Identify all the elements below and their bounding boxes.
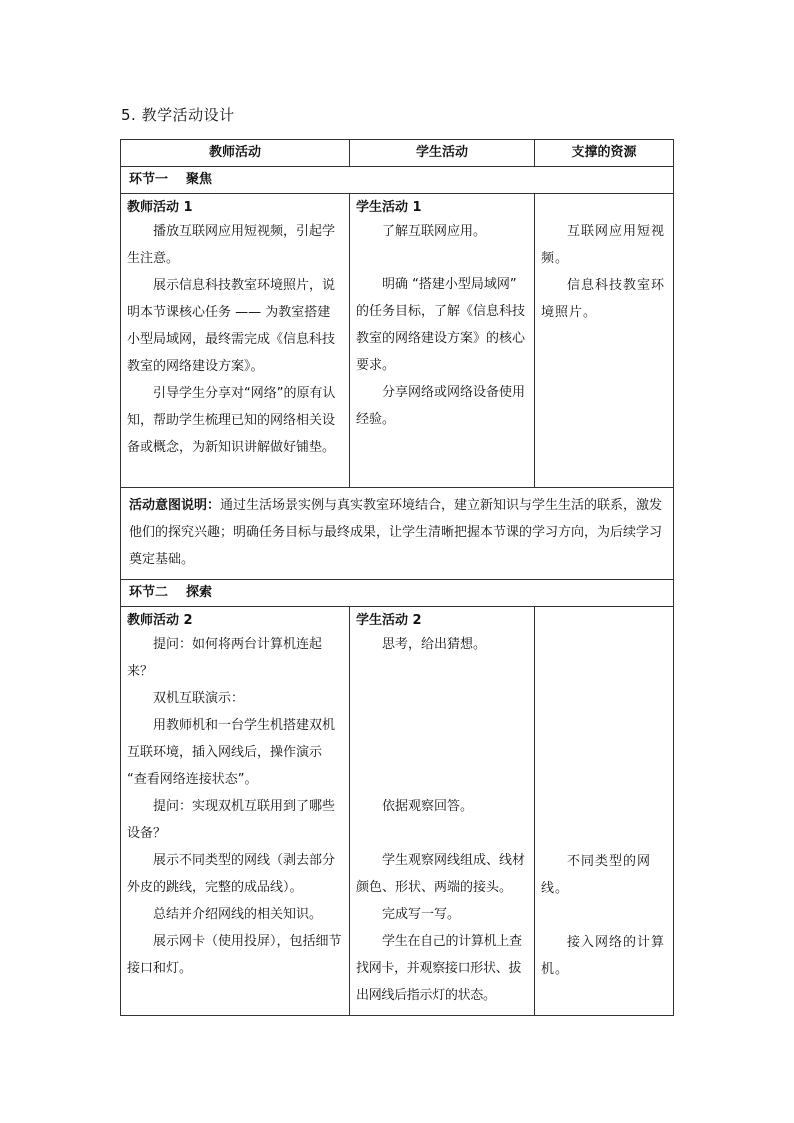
stage2-row bbox=[121, 580, 674, 607]
stage1-teacher-para-2: 展示信息科技教室环境照片，说明本节课核心任务 —— 为教室搭建小型局域网，最终需完成《信息科技教室的网络建设方案》。 bbox=[127, 278, 336, 374]
stage1-student-para-3: 分享网络或网络设备使用经验。 bbox=[356, 385, 526, 427]
stage2-student-para-3: 学生观察网线组成、线材颜色、形状、两端的接头。 bbox=[356, 853, 526, 895]
stage2-teacher-para-6: 总结并介绍网线的相关知识。 bbox=[153, 907, 323, 922]
stage2-teacher-para-4: 提问：实现双机互联用到了哪些设备？ bbox=[127, 799, 336, 841]
stage2-title bbox=[121, 580, 674, 607]
stage1-resource-2: 信息科技教室环境照片。 bbox=[541, 278, 666, 320]
stage2-resource-1: 不同类型的网线。 bbox=[541, 854, 652, 896]
stage1-student-cell bbox=[350, 194, 535, 488]
stage2-student-para-5: 学生在自己的计算机上查找网卡，并观察接口形状、拔出网线后指示灯的状态。 bbox=[356, 934, 522, 1003]
stage2-student-para-2: 依据观察回答。 bbox=[382, 799, 474, 814]
stage2-teacher-cell bbox=[121, 607, 350, 1016]
stage2-teacher-para-1: 提问：如何将两台计算机连起来？ bbox=[127, 637, 323, 679]
stage1-content-row bbox=[121, 194, 674, 488]
stage2-teacher-para-5: 展示不同类型的网线（剥去部分外皮的跳线，完整的成品线）。 bbox=[127, 853, 336, 895]
stage1-purpose-cell bbox=[121, 488, 674, 580]
purpose-text: 通过生活场景实例与真实教室环境结合，建立新知识与学生生活的联系，激发他们的探究兴趣；明确任务目标与最终成果，让学生清晰把握本节课的学习方向，为后续学习奠定基础。 bbox=[129, 498, 663, 567]
stage1-student-para-2: 明确 “搭建小型局域网” 的任务目标，了解《信息科技教室的网络建设方案》的核心要求。 bbox=[356, 277, 526, 373]
activity-design-table bbox=[120, 139, 674, 1016]
stage1-student-para-1: 了解互联网应用。 bbox=[382, 224, 487, 239]
stage2-student-para-4: 完成写一写。 bbox=[382, 907, 461, 922]
stage2-teacher-heading: 教师活动 2 bbox=[127, 613, 193, 628]
header-resources: 支撑的资源 bbox=[535, 140, 674, 167]
stage2-resources-cell bbox=[535, 607, 674, 1016]
stage1-label: 环节一 bbox=[129, 172, 169, 187]
purpose-label: 活动意图说明： bbox=[129, 498, 221, 513]
header-row bbox=[121, 140, 674, 167]
header-student: 学生活动 bbox=[350, 140, 535, 167]
stage1-teacher-cell bbox=[121, 194, 350, 488]
stage1-teacher-para-3: 引导学生分享对“网络”的原有认知，帮助学生梳理已知的网络相关设备或概念，为新知识讲解做好铺垫。 bbox=[127, 386, 336, 455]
stage1-teacher-para-1: 播放互联网应用短视频，引起学生注意。 bbox=[127, 224, 336, 266]
stage1-teacher-heading: 教师活动 1 bbox=[127, 200, 193, 215]
stage2-label: 环节二 bbox=[129, 585, 169, 600]
stage1-resources-cell bbox=[535, 194, 674, 488]
header-teacher: 教师活动 bbox=[121, 140, 350, 167]
stage2-student-heading: 学生活动 2 bbox=[356, 613, 422, 628]
stage1-name: 聚焦 bbox=[186, 172, 213, 187]
stage2-teacher-para-7: 展示网卡（使用投屏），包括细节接口和灯。 bbox=[127, 934, 342, 976]
stage1-row bbox=[121, 167, 674, 194]
stage1-resource-1: 互联网应用短视频。 bbox=[541, 224, 666, 266]
stage1-title bbox=[121, 167, 674, 194]
stage2-student-cell bbox=[350, 607, 535, 1016]
stage2-student-para-1: 思考，给出猜想。 bbox=[382, 637, 487, 652]
stage1-purpose-row bbox=[121, 488, 674, 580]
stage2-content-row bbox=[121, 607, 674, 1016]
stage1-student-heading: 学生活动 1 bbox=[356, 200, 422, 215]
stage2-teacher-para-3: 用教师机和一台学生机搭建双机互联环境，插入网线后，操作演示 “查看网络连接状态”。 bbox=[127, 718, 336, 787]
section-title: 5. 教学活动设计 bbox=[121, 106, 235, 124]
stage2-name: 探索 bbox=[186, 585, 213, 600]
stage2-teacher-para-2: 双机互联演示： bbox=[153, 691, 245, 706]
stage2-resource-2: 接入网络的计算机。 bbox=[541, 935, 666, 977]
